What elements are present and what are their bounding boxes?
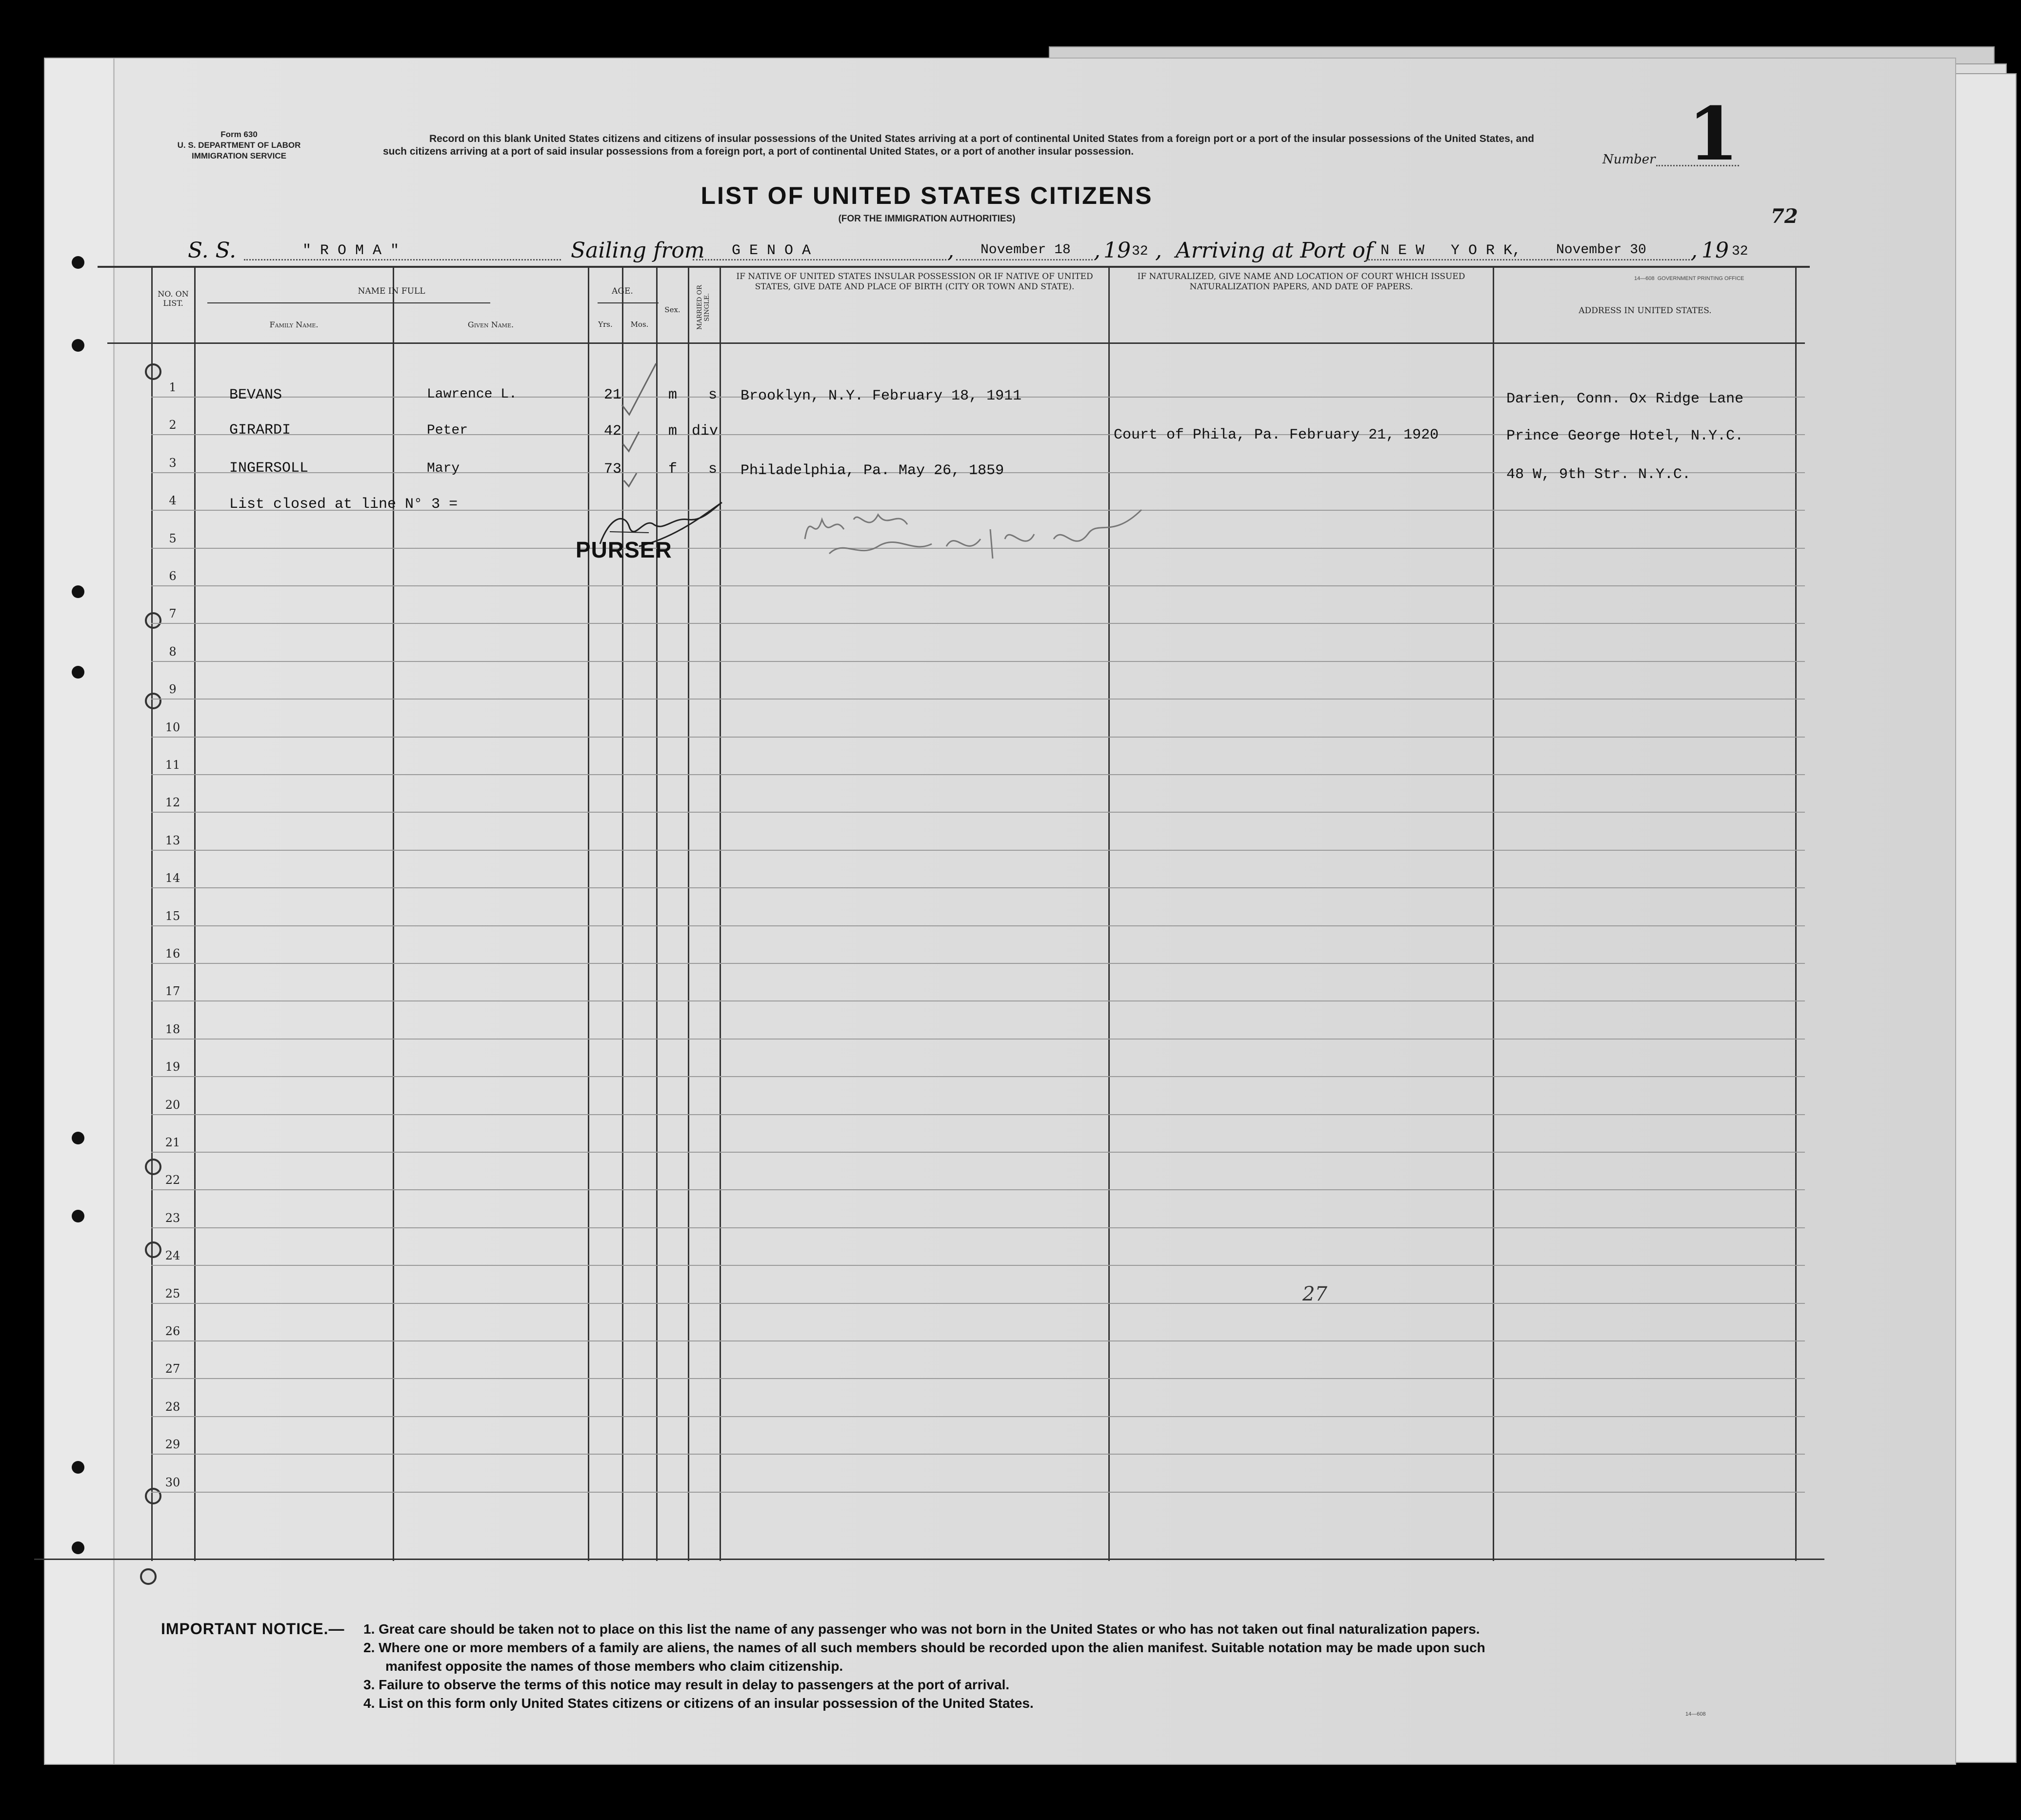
row3-family-name: INGERSOLL xyxy=(229,460,309,477)
row-number: 8 xyxy=(169,644,177,659)
column-rule xyxy=(151,266,153,1561)
header-yrs: Yrs. xyxy=(598,320,613,329)
row-rule xyxy=(151,1416,1805,1417)
row-rule xyxy=(151,1000,1805,1001)
notice-item-2-continued: manifest opposite the names of those members who claim citizenship. xyxy=(385,1659,843,1674)
row-number: 2 xyxy=(169,418,177,432)
row-number: 9 xyxy=(169,682,177,697)
row-number: 18 xyxy=(165,1022,180,1036)
sail-date: November 18 xyxy=(980,242,1071,258)
sail-year-prefix: 19 xyxy=(1103,238,1131,263)
form-identifier xyxy=(132,129,346,161)
row-number: 17 xyxy=(165,984,180,999)
punch-hole-icon xyxy=(72,1541,84,1554)
page-reference: 72 xyxy=(1771,205,1798,228)
header-no-on-list: NO. ON LIST. xyxy=(158,289,189,308)
header-age: AGE. xyxy=(612,286,633,296)
row-number: 4 xyxy=(169,494,177,508)
annotation-number: 27 xyxy=(1302,1283,1327,1305)
row-rule xyxy=(151,1454,1805,1455)
row-number: 15 xyxy=(165,909,180,923)
row1-marital: s xyxy=(708,387,718,403)
row-rule xyxy=(151,1227,1805,1228)
row-rule xyxy=(151,1076,1805,1077)
row3-sex: f xyxy=(668,461,678,478)
arrival-year-prefix: 19 xyxy=(1701,238,1729,263)
header-subdivider xyxy=(207,302,490,303)
row2-marital: div xyxy=(692,423,719,440)
arrival-year: 32 xyxy=(1732,244,1748,259)
row1-sex: m xyxy=(668,387,678,403)
row-number: 3 xyxy=(169,456,177,470)
row3-marital: s xyxy=(708,461,718,478)
row3-address: 48 W, 9th Str. N.Y.C. xyxy=(1506,466,1691,483)
row-number: 5 xyxy=(169,531,177,545)
row-number: 29 xyxy=(165,1438,180,1452)
row-rule xyxy=(151,1114,1805,1115)
row-rule xyxy=(151,1303,1805,1304)
row-rule xyxy=(151,1189,1805,1190)
row-number: 1 xyxy=(169,380,177,394)
column-rule xyxy=(588,266,589,1561)
punch-hole-icon xyxy=(72,1132,84,1144)
header-bottom-rule xyxy=(107,342,1805,344)
row-rule xyxy=(151,850,1805,851)
header-address: ADDRESS IN UNITED STATES. xyxy=(1579,306,1712,316)
notice-item-2: 2. Where one or more members of a family are aliens, the names of all such members should be recorded upon the alien manifest. Suitable notation may be made upon such xyxy=(363,1640,1485,1655)
comma-separator: , xyxy=(1094,238,1101,263)
row-number: 21 xyxy=(165,1136,180,1149)
row-rule xyxy=(151,1340,1805,1341)
row-number: 12 xyxy=(165,796,180,810)
row-number: 14 xyxy=(165,871,180,885)
header-married-or-single: MARRIED OR SINGLE. xyxy=(696,285,711,330)
row3-birth: Philadelphia, Pa. May 26, 1859 xyxy=(740,462,1004,479)
row-rule xyxy=(151,1492,1805,1493)
row-number: 24 xyxy=(165,1249,180,1263)
department: U. S. DEPARTMENT OF LABOR xyxy=(177,140,301,150)
row3-age: 73 xyxy=(604,461,622,478)
comma-separator: , xyxy=(1155,238,1162,263)
row-rule xyxy=(151,661,1805,662)
number-label: Number xyxy=(1602,152,1656,167)
sailing-from-label: Sailing from xyxy=(571,238,705,263)
row1-birth: Brooklyn, N.Y. February 18, 1911 xyxy=(740,388,1022,404)
row-number: 28 xyxy=(165,1400,180,1414)
column-rule xyxy=(194,266,196,1561)
row-number: 16 xyxy=(165,947,180,960)
header-mos: Mos. xyxy=(630,320,649,329)
punch-hole-icon xyxy=(72,1461,84,1474)
page-subtitle: (FOR THE IMMIGRATION AUTHORITIES) xyxy=(838,214,1016,224)
punch-hole-icon xyxy=(72,585,84,598)
row3-given-name: Mary xyxy=(427,461,460,476)
row1-address: Darien, Conn. Ox Ridge Lane xyxy=(1506,391,1744,407)
row-number: 30 xyxy=(165,1475,180,1489)
printer-note: GOVERNMENT PRINTING OFFICE xyxy=(1657,276,1744,281)
row-number: 27 xyxy=(165,1362,180,1376)
row-number: 23 xyxy=(165,1211,180,1225)
list-closed-note: List closed at line N° 3 = xyxy=(229,496,458,513)
row-number: 7 xyxy=(169,607,177,621)
row-rule xyxy=(151,623,1805,624)
comma-separator: , xyxy=(1691,238,1698,263)
header-family-name: Family Name. xyxy=(269,320,319,329)
row2-naturalized: Court of Phila, Pa. February 21, 1920 xyxy=(1114,427,1439,443)
notice-item-1: 1. Great care should be taken not to place on this list the name of any passenger who was not born in the United States or who has not taken out final naturalization papers. xyxy=(363,1621,1480,1637)
row-rule xyxy=(151,699,1805,700)
row-number: 13 xyxy=(165,833,180,847)
column-rule xyxy=(1493,266,1494,1561)
row1-given-name: Lawrence L. xyxy=(427,387,517,402)
comma-separator: , xyxy=(947,238,954,263)
column-rule xyxy=(688,266,689,1561)
header-sex: Sex. xyxy=(664,305,680,314)
ship-field-line xyxy=(244,238,561,260)
header-place-of-birth: IF NATIVE OF UNITED STATES INSULAR POSSESSION OR IF NATIVE OF UNITED STATES, GIVE DATE AND PLACE OF BIRTH (CITY OR TOWN AND STATE). xyxy=(736,272,1093,292)
row2-address: Prince George Hotel, N.Y.C. xyxy=(1506,428,1744,444)
column-rule xyxy=(1108,266,1110,1561)
purser-stamp: PURSER xyxy=(576,537,672,562)
row-rule xyxy=(151,887,1805,888)
printer-code-text: 14—608 xyxy=(1634,276,1655,281)
row2-family-name: GIRARDI xyxy=(229,422,291,439)
header-subdivider xyxy=(598,302,659,303)
header-name-in-full: NAME IN FULL xyxy=(358,286,425,296)
table-top-rule xyxy=(98,266,1810,268)
row1-age: 21 xyxy=(604,387,622,403)
row-rule xyxy=(151,774,1805,775)
row-number: 19 xyxy=(165,1060,180,1074)
arrival-port: N E W Y O R K, xyxy=(1381,242,1521,259)
notice-item-4: 4. List on this form only United States citizens or citizens of an insular possession of the United States. xyxy=(363,1696,1034,1711)
pencil-checkmarks-icon xyxy=(612,359,680,520)
from-port-field-line xyxy=(693,238,946,260)
binding-ring-icon xyxy=(140,1568,157,1585)
header-given-name: Given Name. xyxy=(467,320,514,329)
punch-hole-icon xyxy=(72,666,84,679)
row-rule xyxy=(151,737,1805,738)
row-number: 20 xyxy=(165,1098,180,1112)
footer-printer-code: 14—608 xyxy=(1685,1711,1706,1717)
service: IMMIGRATION SERVICE xyxy=(192,151,286,160)
row2-sex: m xyxy=(668,423,678,440)
sail-year: 32 xyxy=(1132,244,1148,259)
row-number: 6 xyxy=(169,569,177,583)
row2-age: 42 xyxy=(604,423,622,440)
row-rule xyxy=(151,1378,1805,1379)
row-number: 11 xyxy=(165,758,180,772)
notice-heading: IMPORTANT NOTICE.— xyxy=(161,1620,345,1638)
notice-item-3: 3. Failure to observe the terms of this notice may result in delay to passengers at the port of arrival. xyxy=(363,1677,1010,1692)
punch-hole-icon xyxy=(72,339,84,352)
binding-strip xyxy=(45,59,115,1764)
row-rule xyxy=(151,963,1805,964)
arriving-label: Arriving at Port of xyxy=(1176,238,1374,263)
column-rule xyxy=(720,266,721,1561)
arrival-date: November 30 xyxy=(1556,242,1646,258)
row-rule xyxy=(151,812,1805,813)
row-number: 25 xyxy=(165,1286,180,1300)
row-number: 10 xyxy=(165,720,180,734)
row2-given-name: Peter xyxy=(427,423,468,438)
column-rule xyxy=(1795,266,1797,1561)
header-naturalization: IF NATURALIZED, GIVE NAME AND LOCATION OF COURT WHICH ISSUED NATURALIZATION PAPERS, AND DATE OF PAPERS. xyxy=(1137,272,1465,292)
punch-hole-icon xyxy=(72,256,84,269)
passenger-table xyxy=(107,266,1805,1561)
inspector-annotation-icon xyxy=(800,500,1151,568)
punch-hole-icon xyxy=(72,1210,84,1222)
ship-name: " R O M A " xyxy=(302,242,400,259)
row-rule xyxy=(151,1265,1805,1266)
row-rule xyxy=(151,925,1805,926)
row-rule xyxy=(151,1152,1805,1153)
table-bottom-rule xyxy=(34,1559,1824,1560)
row-rule xyxy=(151,585,1805,586)
row1-family-name: BEVANS xyxy=(229,387,282,403)
row-number: 26 xyxy=(165,1324,180,1338)
form-number: Form 630 xyxy=(220,130,258,139)
row-number: 22 xyxy=(165,1173,180,1187)
list-number: 1 xyxy=(1688,91,1739,177)
ss-label: S. S. xyxy=(188,238,237,263)
row-rule xyxy=(151,1039,1805,1040)
column-rule xyxy=(393,266,394,1561)
from-port: G E N O A xyxy=(732,242,811,259)
page-title: LIST OF UNITED STATES CITIZENS xyxy=(700,182,1153,209)
form-instructions: Record on this blank United States citizens and citizens of insular possessions of the United States arriving at a port of continental United States from a foreign port or a port of the insular possessions of the United States, and such citizens arriving at a port of said insular possessions from a foreign port, a port of continental United States, or a port of another insular possession. xyxy=(383,133,1534,157)
